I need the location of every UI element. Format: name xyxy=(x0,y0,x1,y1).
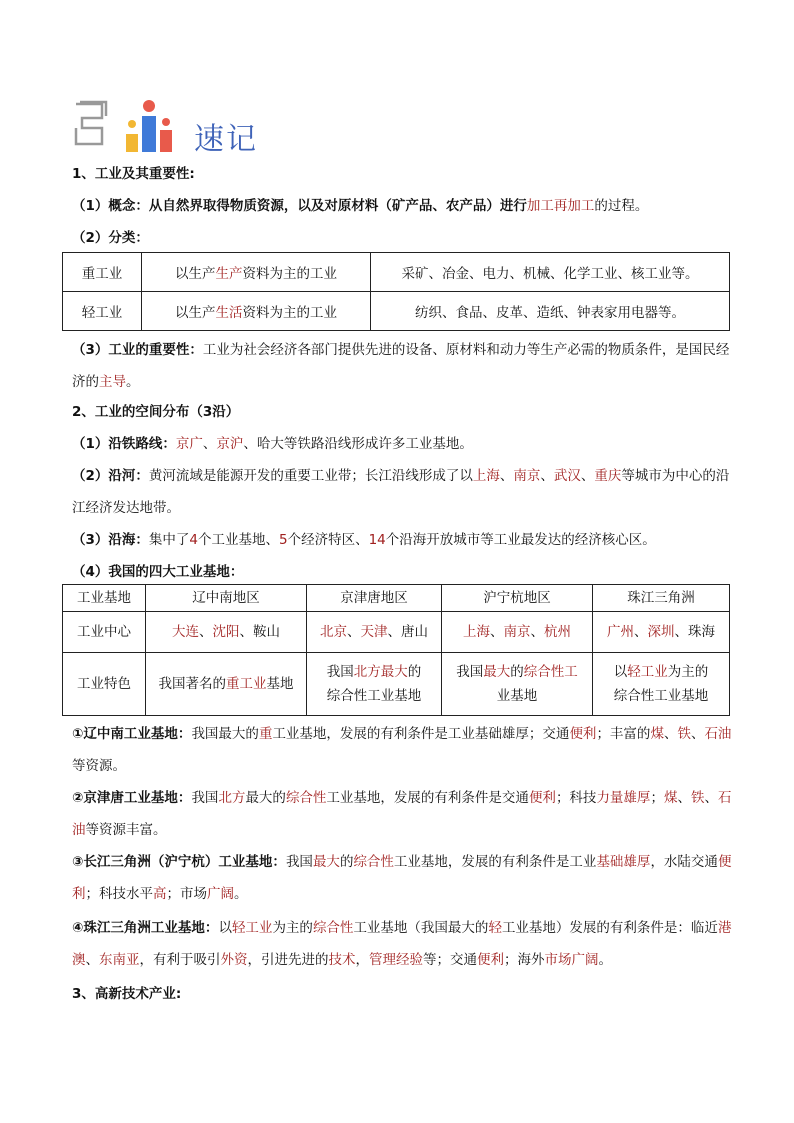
highlight-text: 沈阳 xyxy=(212,624,240,640)
highlight-text: 生产 xyxy=(215,266,243,282)
table-row xyxy=(63,292,730,331)
highlight-text: 京广 xyxy=(175,436,203,452)
row-label: 工业特色 xyxy=(63,653,146,716)
text-segment: ；海外 xyxy=(504,952,545,968)
def-cell xyxy=(142,253,371,292)
text-segment: 我国 xyxy=(191,790,219,806)
highlight-text: 14 xyxy=(368,532,386,548)
highlight-text: 石油 xyxy=(72,790,732,838)
text-segment: 为主的 xyxy=(272,920,313,936)
text-segment: 、 xyxy=(663,726,678,742)
industry-classification-table xyxy=(62,252,730,331)
text-segment: 、鞍山 xyxy=(239,624,280,640)
highlight-text: 综合性 xyxy=(312,920,354,936)
highlight-text: 综合性工 xyxy=(523,664,578,680)
highlight-text: 技术 xyxy=(328,952,356,968)
header-cell: 珠江三角洲 xyxy=(593,585,730,612)
center-cell xyxy=(307,612,442,653)
text-segment: 的 xyxy=(407,664,422,680)
text-segment: 等资源。 xyxy=(72,758,126,774)
text-segment: 。 xyxy=(598,952,612,968)
text-segment: 我国 xyxy=(285,854,313,870)
text-segment: 工业基地，发展的有利条件是交通 xyxy=(326,790,529,806)
text-segment: （3）工业的重要性： xyxy=(72,342,203,358)
table-row xyxy=(63,253,730,292)
text-segment: （2）沿河： xyxy=(72,468,149,484)
examples-cell: 纺织、食品、皮革、造纸、钟表家用电器等。 xyxy=(371,292,730,331)
text-segment: 、 xyxy=(530,624,544,640)
highlight-text: 煤 xyxy=(650,726,664,742)
text-segment: 工业基地）发展的有利条件是：临近 xyxy=(501,920,718,936)
text-segment: ③长江三角洲（沪宁杭）工业基地： xyxy=(72,854,286,870)
examples-cell: 采矿、冶金、电力、机械、化学工业、核工业等。 xyxy=(371,253,730,292)
text-segment: 、 xyxy=(199,624,213,640)
s1-classify: （2）分类： xyxy=(72,230,149,246)
table-header-row xyxy=(63,585,730,612)
text-segment: 、 xyxy=(634,624,648,640)
text-segment: 以 xyxy=(613,664,628,680)
highlight-text: 轻工业 xyxy=(627,664,668,680)
note-liaozhongnan xyxy=(72,718,732,782)
text-segment: 、 xyxy=(85,952,99,968)
text-segment: ；市场 xyxy=(166,886,207,902)
highlight-text: 上海 xyxy=(463,624,490,640)
page-title: 速记 xyxy=(194,122,258,157)
text-segment: 工业基地，发展的有利条件是工业 xyxy=(393,854,597,870)
text-segment: ①辽中南工业基地： xyxy=(72,726,192,742)
text-segment: 的 xyxy=(339,854,354,870)
text-segment: 资料为主的工业 xyxy=(242,305,337,321)
s2-heading: 2、工业的空间分布（3沿） xyxy=(72,404,240,420)
highlight-text: 大连 xyxy=(172,624,199,640)
highlight-text: 重 xyxy=(258,726,273,742)
highlight-text: 管理经验 xyxy=(369,952,423,968)
section-header xyxy=(70,96,270,156)
text-segment: 以生产 xyxy=(175,266,216,282)
text-segment: 等城市为中心的沿江经济发达地带。 xyxy=(72,468,730,516)
feature-cell xyxy=(593,653,730,716)
text-segment: 为主的 xyxy=(667,664,709,680)
header-cell: 工业基地 xyxy=(63,585,146,612)
highlight-text: 最大 xyxy=(483,664,511,680)
concept-lead: （1）概念：从自然界取得物质资源，以及对原材料（矿产品、农产品）进行 xyxy=(72,198,527,214)
concept-end: 的过程。 xyxy=(594,198,649,214)
text-segment: ，引进先进的 xyxy=(247,952,329,968)
s2-river xyxy=(72,460,732,524)
text-segment: 工业为社会经济各部门提供先进的设备、原材料和动力等生产必需的物质条件，是国民经济的 xyxy=(72,342,730,390)
feature-cell xyxy=(307,653,442,716)
concept-key: 加工再加工 xyxy=(526,198,595,214)
s1-importance xyxy=(72,334,732,398)
text-segment: 等；交通 xyxy=(423,952,477,968)
highlight-text: 外资 xyxy=(220,952,248,968)
highlight-text: 轻 xyxy=(488,920,502,936)
highlight-text: 东南亚 xyxy=(99,952,140,968)
s2-coast xyxy=(72,530,732,550)
text-segment: 、唐山 xyxy=(387,624,428,640)
text-segment: 、 xyxy=(540,468,554,484)
highlight-text: 北方 xyxy=(218,790,246,806)
header-cell: 京津唐地区 xyxy=(307,585,442,612)
def-cell xyxy=(142,292,371,331)
text-segment: ， xyxy=(355,952,369,968)
feature-cell xyxy=(146,653,307,716)
highlight-text: 上海 xyxy=(472,468,500,484)
type-cell: 轻工业 xyxy=(63,292,142,331)
text-segment: （3）沿海： xyxy=(72,532,149,548)
highlight-text: 深圳 xyxy=(647,624,675,640)
center-cell xyxy=(593,612,730,653)
text-segment: 工业基地，发展的有利条件是工业基础雄厚；交通 xyxy=(272,726,570,742)
text-segment: 我国 xyxy=(456,664,484,680)
text-segment: （1）沿铁路线： xyxy=(72,436,176,452)
text-segment: 以生产 xyxy=(175,305,216,321)
text-segment: ，有利于吸引 xyxy=(139,952,221,968)
s1-concept xyxy=(72,196,732,216)
text-segment: 、 xyxy=(499,468,514,484)
highlight-text: 天津 xyxy=(360,624,388,640)
note-jingjintang xyxy=(72,782,732,846)
text-segment: 个沿海开放城市等工业最发达的经济核心区。 xyxy=(385,532,656,548)
highlight-text: 北方最大 xyxy=(353,664,408,680)
highlight-text: 便利 xyxy=(528,790,556,806)
highlight-text: 港澳 xyxy=(72,920,732,968)
s2-rail xyxy=(72,434,732,454)
highlight-text: 重庆 xyxy=(594,468,622,484)
highlight-text: 广州 xyxy=(607,624,634,640)
note-changjiang xyxy=(72,846,732,910)
s2-bases-heading: （4）我国的四大工业基地： xyxy=(72,564,244,580)
text-segment: 个工业基地、 xyxy=(198,532,279,548)
highlight-text: 杭州 xyxy=(544,624,571,640)
highlight-text: 力量雄厚 xyxy=(596,790,651,806)
text-segment: 资料为主的工业 xyxy=(242,266,337,282)
center-cell xyxy=(442,612,593,653)
table-row xyxy=(63,653,730,716)
highlight-text: 铁 xyxy=(677,726,691,742)
text-segment: 我国最大的 xyxy=(191,726,259,742)
s1-heading: 1、工业及其重要性: xyxy=(72,166,195,182)
highlight-text: 最大 xyxy=(312,854,340,870)
text-segment: 的 xyxy=(510,664,524,680)
text-segment: ； xyxy=(650,790,664,806)
text-segment: ；丰富的 xyxy=(596,726,651,742)
text-segment: 、 xyxy=(347,624,361,640)
text-segment: 我国著名的 xyxy=(158,676,226,692)
text-segment: 、 xyxy=(202,436,217,452)
highlight-text: 武汉 xyxy=(553,468,581,484)
highlight-text: 高 xyxy=(153,886,167,902)
table-row xyxy=(63,612,730,653)
header-cell: 辽中南地区 xyxy=(146,585,307,612)
text-segment: 、 xyxy=(580,468,595,484)
highlight-text: 4 xyxy=(189,532,198,548)
text-segment: 基地 xyxy=(266,676,294,692)
highlight-text: 南京 xyxy=(503,624,531,640)
podium-icon xyxy=(70,96,190,156)
highlight-text: 北京 xyxy=(320,624,347,640)
text-segment: 工业基地（我国最大的 xyxy=(353,920,489,936)
highlight-text: 南京 xyxy=(513,468,541,484)
text-segment: 以 xyxy=(218,920,232,936)
s3-heading: 3、高新技术产业: xyxy=(72,986,182,1002)
highlight-text: 铁 xyxy=(690,790,705,806)
highlight-text: 煤 xyxy=(663,790,678,806)
highlight-text: 京沪 xyxy=(216,436,244,452)
header-cell: 沪宁杭地区 xyxy=(442,585,593,612)
text-segment: 等资源丰富。 xyxy=(85,822,167,838)
highlight-text: 广阔 xyxy=(207,886,234,902)
type-cell: 重工业 xyxy=(63,253,142,292)
highlight-text: 市场广阔 xyxy=(544,952,599,968)
highlight-text: 石油 xyxy=(704,726,732,742)
highlight-text: 便利 xyxy=(72,854,732,902)
text-segment: 最大的 xyxy=(245,790,286,806)
highlight-text: 轻工业 xyxy=(231,920,273,936)
highlight-text: 便利 xyxy=(477,952,504,968)
text-segment: ④珠江三角洲工业基地： xyxy=(72,920,219,936)
text-segment: 综合性工业基地 xyxy=(326,688,422,704)
feature-cell xyxy=(442,653,593,716)
text-segment: 我国 xyxy=(326,664,354,680)
text-segment: 、 xyxy=(704,790,718,806)
note-zhujiang xyxy=(72,912,732,976)
highlight-text: 基础雄厚 xyxy=(596,854,651,870)
text-segment: 集中了 xyxy=(148,532,190,548)
text-segment: ；科技水平 xyxy=(85,886,153,902)
text-segment: ，水陆交通 xyxy=(650,854,718,870)
text-segment: 黄河流域是能源开发的重要工业带；长江沿线形成了以 xyxy=(148,468,473,484)
center-cell xyxy=(146,612,307,653)
text-segment: 、珠海 xyxy=(674,624,715,640)
text-segment: 、哈大等铁路沿线形成许多工业基地。 xyxy=(243,436,473,452)
text-segment: 。 xyxy=(126,374,140,390)
highlight-text: 重工业 xyxy=(226,676,267,692)
highlight-text: 主导 xyxy=(99,374,126,390)
highlight-text: 便利 xyxy=(569,726,597,742)
row-label: 工业中心 xyxy=(63,612,146,653)
highlight-text: 综合性 xyxy=(353,854,394,870)
text-segment: 个经济特区、 xyxy=(287,532,369,548)
industrial-bases-table xyxy=(62,584,730,716)
highlight-text: 5 xyxy=(279,532,288,548)
text-segment: 业基地 xyxy=(496,688,538,704)
text-segment: 、 xyxy=(490,624,504,640)
text-segment: 。 xyxy=(234,886,248,902)
text-segment: 、 xyxy=(690,726,705,742)
text-segment: 、 xyxy=(677,790,691,806)
highlight-text: 生活 xyxy=(215,305,243,321)
text-segment: ②京津唐工业基地： xyxy=(72,790,192,806)
highlight-text: 综合性 xyxy=(285,790,327,806)
text-segment: ；科技 xyxy=(555,790,597,806)
text-segment: 综合性工业基地 xyxy=(613,688,709,704)
